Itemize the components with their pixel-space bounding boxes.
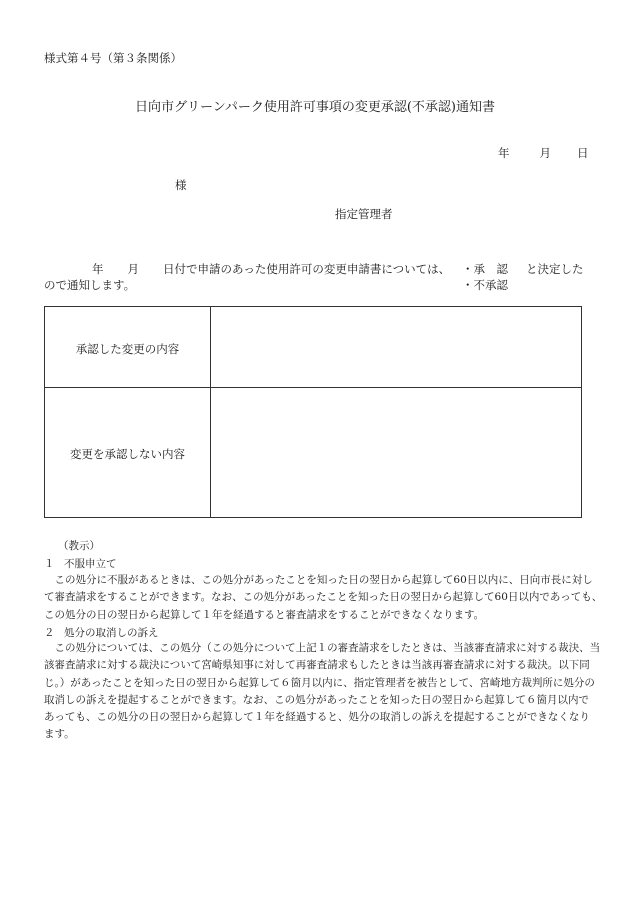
section-1-heading	[44, 556, 117, 571]
section-2-heading	[44, 625, 159, 640]
approved-change-label: 承認した変更の内容	[75, 342, 180, 356]
section-1-text	[44, 572, 603, 624]
date-month: 月	[539, 146, 551, 160]
body-year: 年	[92, 262, 104, 276]
option-disapprove: ・不承認	[462, 278, 508, 292]
section-1-line: て審査請求をすることができます。なお、この処分があったことを知った日の翌日から起算して60日以内であっても、	[44, 591, 603, 604]
section-1-line: この処分の日の翌日から起算して１年を経過すると審査請求をすることができなくなります。	[44, 608, 485, 621]
section-2-line: ます。	[44, 728, 75, 741]
table-divider-vertical	[210, 307, 211, 517]
body-line1-text: 日付で申請のあった使用許可の変更申請書については、	[163, 262, 451, 276]
notes-heading: （教示）	[58, 540, 100, 552]
section-2-text	[44, 640, 601, 744]
form-number: 様式第４号（第３条関係）	[44, 51, 182, 65]
section-2-line: 取消しの訴えを提起することができます。なお、この処分があったことを知った日の翌日から起算して６箇月以内で	[44, 693, 590, 706]
date-day: 日	[577, 146, 589, 160]
body-line-2: ので通知します。	[44, 278, 136, 292]
body-month: 月	[127, 262, 139, 276]
sender-label: 指定管理者	[335, 207, 393, 221]
disapproved-change-label: 変更を承認しない内容	[70, 447, 185, 461]
table-divider-horizontal	[45, 387, 581, 388]
body-line-1	[44, 261, 450, 277]
addressee-suffix: 様	[175, 178, 187, 192]
section-2-line: じ。）があったことを知った日の翌日から起算して６箇月以内に、指定管理者を被告として、宮崎地方裁判所に処分の	[44, 676, 595, 689]
change-content-table	[44, 306, 582, 518]
section-2-number: ２	[44, 627, 55, 639]
option-approve: ・承 認	[462, 262, 508, 276]
section-1-title: 不服申立て	[64, 558, 117, 570]
section-2-line: 該審査請求に対する裁決について宮崎県知事に対して再審査請求もしたときは当該再審査請求に対する裁決。以下同	[44, 659, 590, 672]
date-line	[498, 145, 589, 161]
document-title: 日向市グリーンパーク使用許可事項の変更承認(不承認)通知書	[135, 100, 495, 115]
section-1-number: １	[44, 558, 55, 570]
section-1-line: この処分に不服があるときは、この処分があったことを知った日の翌日から起算して60日以内に、日向市長に対し	[44, 574, 593, 586]
date-year: 年	[498, 146, 510, 160]
decided-text: と決定した	[526, 262, 584, 276]
section-2-title: 処分の取消しの訴え	[64, 627, 159, 639]
section-2-line: あっても、この処分の日の翌日から起算して１年を経過すると、処分の取消しの訴えを提起することができなくなり	[44, 711, 590, 724]
section-2-line: この処分については、この処分（この処分について上記１の審査請求をしたときは、当該審査請求に対する裁決、当	[44, 642, 601, 654]
